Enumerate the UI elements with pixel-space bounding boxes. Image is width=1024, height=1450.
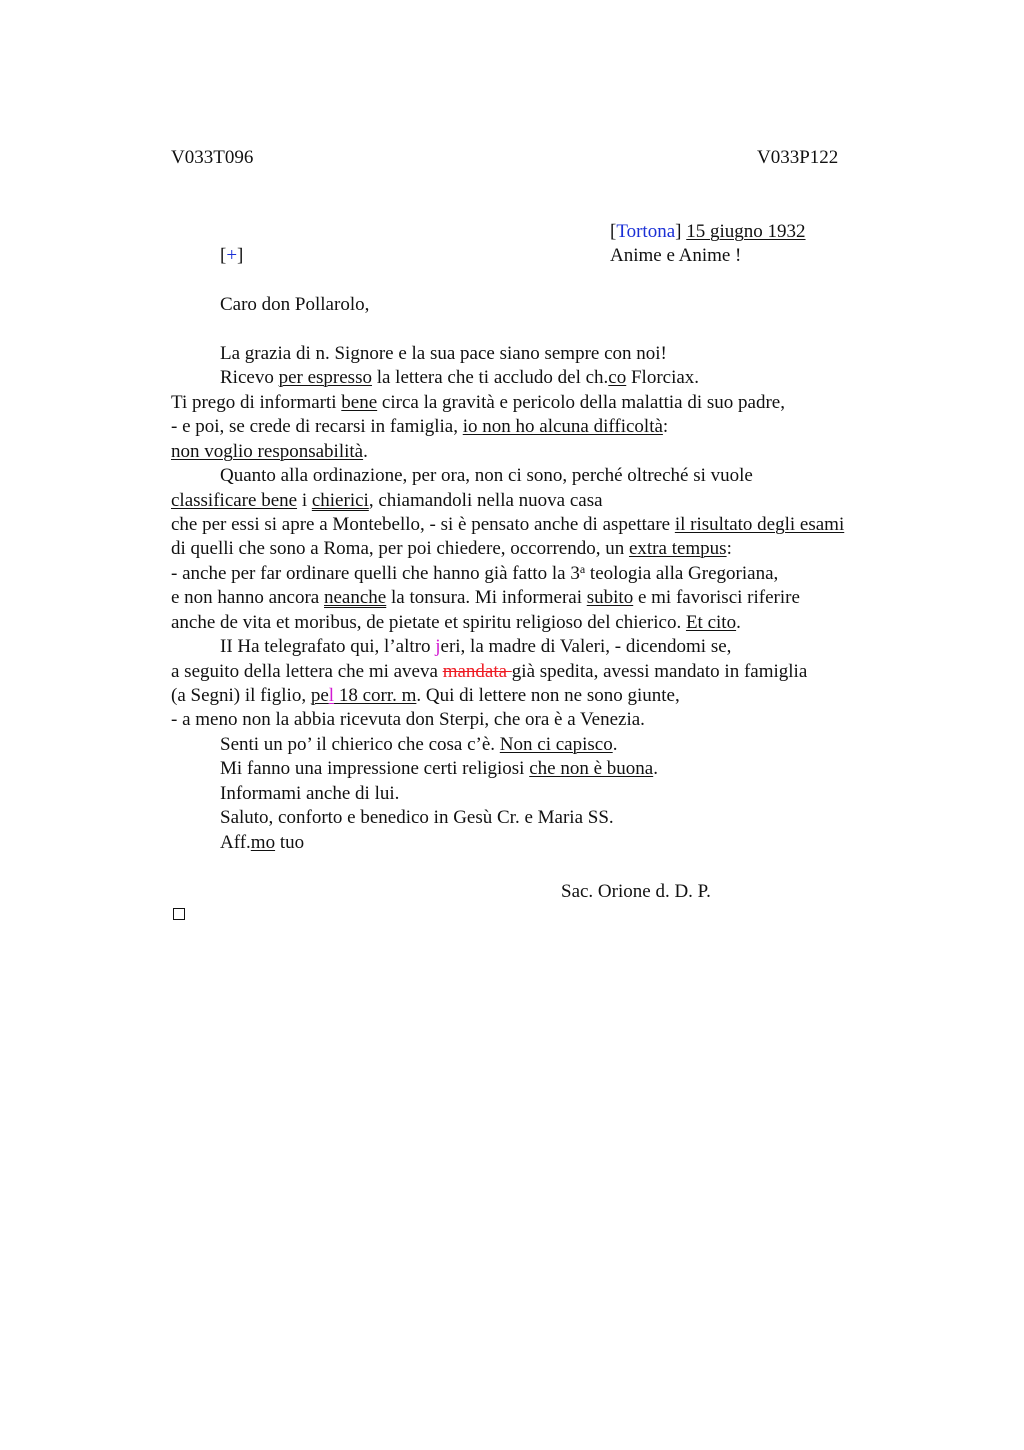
place-name: Tortona	[616, 221, 676, 242]
text-run: Aff.	[220, 832, 251, 853]
text-run: Florciax.	[626, 367, 700, 388]
body-line-6: Quanto alla ordinazione, per ora, non ci sono, perché oltreché si vuole	[220, 465, 753, 486]
underlined-run: bene	[341, 392, 378, 413]
text-run: , chiamandoli nella nuova casa	[368, 490, 603, 511]
text-run: Mi fanno una impressione certi religiosi	[220, 758, 530, 779]
text-run: e mi favorisci riferire	[633, 587, 800, 608]
text-run: :	[662, 416, 669, 437]
body-line-5	[171, 440, 368, 464]
underlined-run: per espresso	[278, 367, 372, 388]
body-line-19: Informami anche di lui.	[220, 783, 400, 804]
body-line-20: Saluto, conforto e benedico in Gesù Cr. e Maria SS.	[220, 807, 614, 828]
underlined-run: pe	[310, 685, 329, 706]
body-line-9	[171, 537, 732, 561]
body-line-12	[171, 611, 741, 635]
body-line-21	[220, 831, 304, 855]
text-run: la tonsura. Mi informerai	[386, 587, 587, 608]
text-run: circa la gravità e pericolo della malattia di suo padre,	[377, 392, 785, 413]
text-run: di quelli che sono a Roma, per poi chiedere, occorrendo, un	[171, 538, 629, 559]
text-run: .	[363, 441, 368, 462]
body-line-1: La grazia di n. Signore e la sua pace siano sempre con noi!	[220, 343, 667, 364]
text-run: .	[653, 758, 658, 779]
place-open-bracket: [	[610, 221, 617, 242]
cross-mark	[220, 244, 243, 268]
body-line-16: - a meno non la abbia ricevuta don Sterpi, che ora è a Venezia.	[171, 709, 645, 730]
underlined-run: io non ho alcuna difficoltà	[462, 416, 663, 437]
body-line-13	[220, 635, 731, 659]
text-run: Ti prego di informarti	[171, 392, 342, 413]
text-run: .	[736, 612, 741, 633]
doc-code-left: V033T096	[171, 147, 254, 168]
place-date-line	[610, 220, 806, 244]
double-underlined-run: chierici	[311, 490, 369, 511]
place-close-bracket: ]	[675, 221, 682, 242]
text-run: e non hanno ancora	[171, 587, 324, 608]
letter-date: 15 giugno 1932	[686, 221, 806, 242]
motto: Anime e Anime !	[610, 245, 742, 266]
text-run: tuo	[275, 832, 305, 853]
text-run: Ricevo	[220, 367, 279, 388]
text-run: Senti un po’ il chierico che cosa c’è.	[220, 734, 500, 755]
underlined-run: extra tempus	[628, 538, 727, 559]
underlined-run: Et cito	[685, 612, 737, 633]
text-run: già spedita, avessi mandato in famiglia	[511, 661, 808, 682]
deleted-word: mandata	[442, 661, 512, 682]
body-line-18	[220, 757, 658, 781]
underlined-run: il risultato degli esami	[674, 514, 845, 535]
text-run: a seguito della lettera che mi aveva	[171, 661, 443, 682]
underlined-run: subito	[586, 587, 634, 608]
underlined-run: non voglio responsabilità	[171, 441, 364, 462]
text-run: teologia alla Gregoriana,	[585, 563, 779, 584]
signature: Sac. Orione d. D. P.	[561, 881, 711, 902]
body-line-4	[171, 415, 668, 439]
double-underlined-run: neanche	[324, 587, 387, 608]
text-run: che per essi si apre a Montebello, - si è pensato anche di aspettare	[171, 514, 675, 535]
body-line-7	[171, 489, 603, 513]
text-run: anche de vita et moribus, de pietate et spiritu religioso del chierico.	[171, 612, 686, 633]
cross-open-bracket: [	[220, 245, 227, 266]
doc-code-right: V033P122	[757, 147, 839, 168]
text-run: .	[612, 734, 618, 755]
body-line-3	[171, 391, 785, 415]
superscript-run: a	[579, 562, 586, 576]
underlined-run: mo	[250, 832, 276, 853]
text-run: - anche per far ordinare quelli che hanno già fatto la 3	[171, 563, 580, 584]
text-run: la lettera che ti accludo del ch.	[371, 367, 609, 388]
body-line-14	[171, 660, 807, 684]
underlined-run: co	[608, 367, 627, 388]
text-run: II Ha telegrafato qui, l’altro	[220, 636, 436, 657]
underlined-run: Non ci capisco	[499, 734, 613, 755]
end-mark-box	[173, 908, 185, 920]
underlined-run: che non è buona	[529, 758, 654, 779]
salutation: Caro don Pollarolo,	[220, 294, 370, 315]
corrected-letter: l	[328, 685, 335, 706]
body-line-15	[171, 684, 680, 708]
cross-symbol: +	[226, 245, 238, 266]
body-line-8	[171, 513, 844, 537]
body-line-17	[220, 733, 617, 757]
text-run: - e poi, se crede di recarsi in famiglia,	[171, 416, 463, 437]
text-run: (a Segni) il figlio,	[171, 685, 311, 706]
cross-close-bracket: ]	[237, 245, 244, 266]
underlined-run: 18 corr. m	[334, 685, 417, 706]
body-line-10	[171, 562, 778, 586]
text-run: . Qui di lettere non ne sono giunte,	[416, 685, 680, 706]
text-run: :	[726, 538, 732, 559]
underlined-run: classificare bene	[171, 490, 298, 511]
text-run: i	[297, 490, 312, 511]
text-run: eri, la madre di Valeri, - dicendomi se,	[440, 636, 732, 657]
body-line-11	[171, 586, 800, 610]
body-line-2	[220, 366, 699, 390]
corrected-letter: j	[435, 636, 441, 657]
